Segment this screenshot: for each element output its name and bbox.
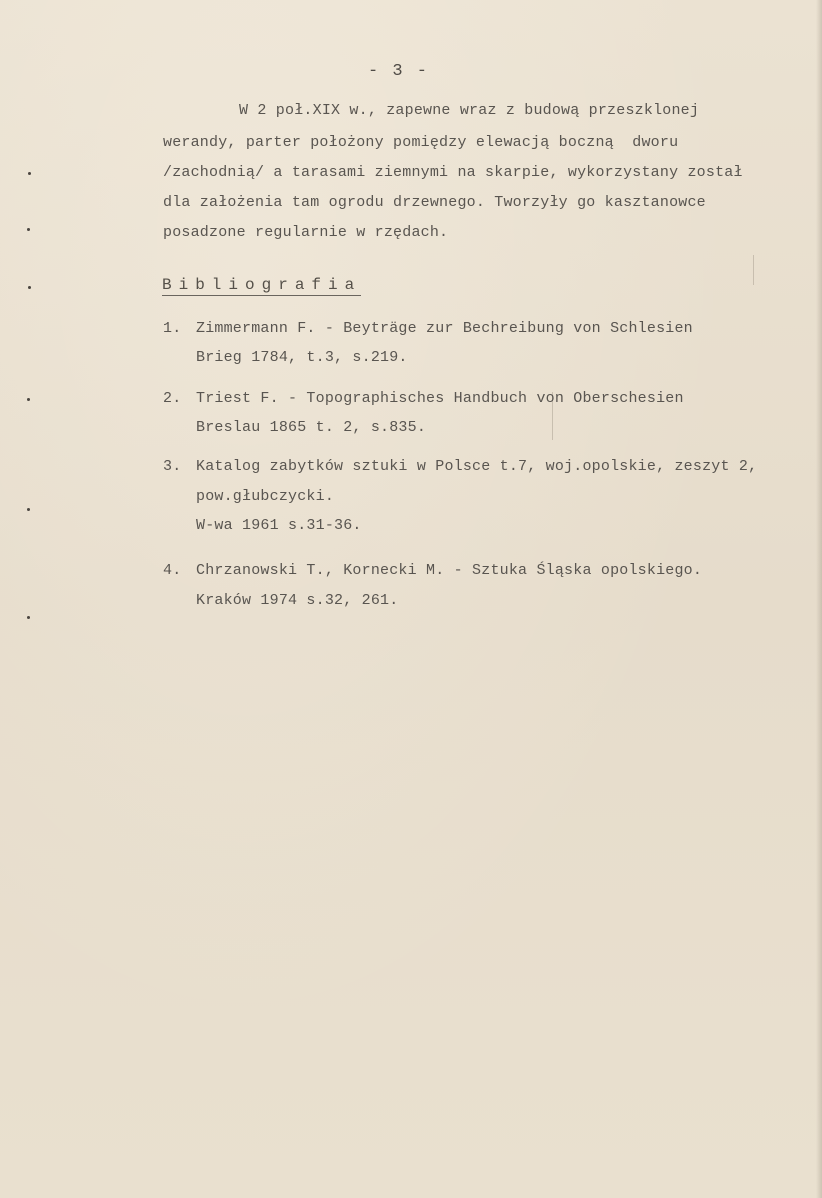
paragraph-line: posadzone regularnie w rzędach.: [163, 224, 449, 241]
entry-line: W-wa 1961 s.31-36.: [196, 517, 362, 534]
paper-crease: [753, 255, 754, 285]
paper-edge-shadow: [816, 0, 822, 1198]
entry-line: Breslau 1865 t. 2, s.835.: [196, 419, 427, 436]
bibliography-heading: Bibliografia: [162, 276, 362, 294]
entry-line: Kraków 1974 s.32, 261.: [196, 592, 399, 609]
entry-number: 3.: [163, 458, 182, 475]
paragraph-line: /zachodnią/ a tarasami ziemnymi na skarpie, wykorzystany został: [163, 164, 743, 181]
page-number: - 3 -: [368, 62, 430, 81]
entry-number: 1.: [163, 320, 182, 337]
margin-mark: [28, 172, 31, 175]
margin-mark: [27, 616, 30, 619]
paragraph-line: W 2 poł.XIX w., zapewne wraz z budową przeszklonej: [239, 102, 700, 119]
entry-line: Chrzanowski T., Kornecki M. - Sztuka Śląska opolskiego.: [196, 562, 703, 579]
paragraph-line: dla założenia tam ogrodu drzewnego. Tworzyły go kasztanowce: [163, 194, 706, 211]
entry-number: 2.: [163, 390, 182, 407]
margin-mark: [27, 228, 30, 231]
entry-line: Triest F. - Topographisches Handbuch von Oberschesien: [196, 390, 684, 407]
margin-mark: [27, 398, 30, 401]
margin-mark: [27, 508, 30, 511]
paragraph-line: werandy, parter położony pomiędzy elewacją boczną dworu: [163, 134, 679, 151]
entry-line: pow.głubczycki.: [196, 488, 335, 505]
entry-number: 4.: [163, 562, 182, 579]
entry-line: Zimmermann F. - Beyträge zur Bechreibung von Schlesien: [196, 320, 693, 337]
entry-line: Katalog zabytków sztuki w Polsce t.7, woj.opolskie, zeszyt 2,: [196, 458, 758, 475]
entry-line: Brieg 1784, t.3, s.219.: [196, 349, 408, 366]
margin-mark: [28, 286, 31, 289]
